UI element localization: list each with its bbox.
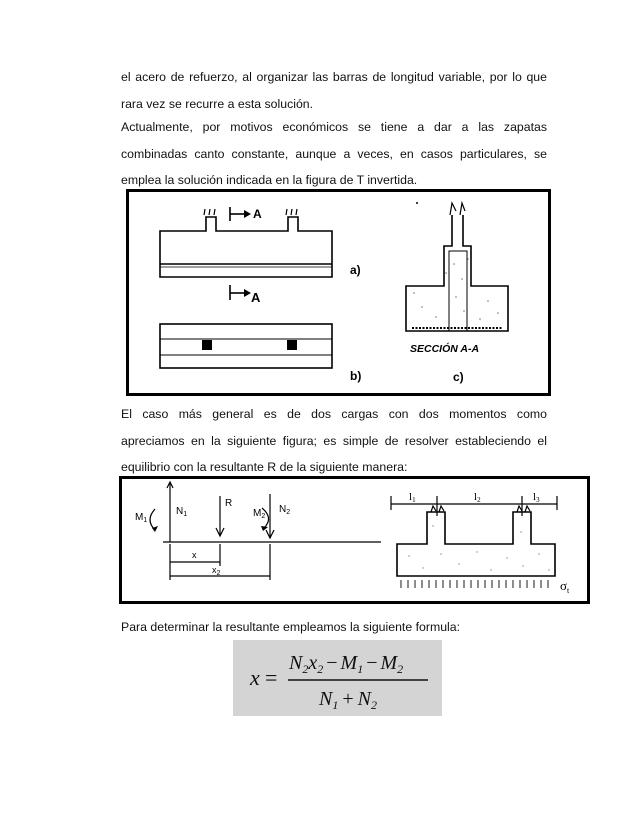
num-m1: M (340, 652, 358, 674)
figure-1-drawing (126, 189, 551, 396)
svg-text:M1 (135, 512, 147, 524)
paragraph-2 (121, 114, 547, 194)
num-m2-sub: 2 (397, 662, 404, 676)
figure-label-b: b) (350, 369, 362, 383)
paragraph-4 (121, 614, 547, 641)
label-n2: N (279, 504, 287, 515)
figure-2-drawing (119, 476, 590, 604)
figure-label-a: a) (350, 263, 361, 277)
label-n1-sub: 1 (183, 511, 188, 518)
concrete-texture (413, 258, 499, 320)
label-l3: l (533, 491, 537, 503)
figure-label-c: c) (453, 370, 464, 384)
text-line: Para determinar la resultante empleamos la siguiente formula: (121, 620, 461, 634)
svg-text:l1 (409, 491, 416, 504)
num-x: x (308, 652, 318, 674)
formula-lhs: x (250, 665, 260, 690)
label-sigma: σ (560, 578, 568, 593)
figure-two-loads-two-moments (119, 476, 590, 604)
svg-text:x2 (212, 565, 221, 577)
section-caption: SECCIÓN A-A (410, 343, 480, 355)
den-plus: + (342, 688, 354, 710)
label-l2-sub: 2 (477, 496, 481, 504)
svg-text:N1 (176, 506, 187, 518)
label-l1-sub: 1 (412, 496, 416, 504)
text-line: El caso más general es de dos cargas con dos momentos como (121, 407, 547, 421)
footing-elevation (160, 209, 332, 277)
section-arrow-top (230, 207, 262, 221)
svg-text:l3 (533, 491, 540, 504)
label-x2-sub: 2 (216, 570, 221, 577)
label-m2-sub: 2 (261, 513, 266, 520)
text-line: combinadas canto constante, aunque a veces, en casos particulares, se (121, 146, 547, 161)
section-arrow-bottom (230, 285, 261, 305)
svg-text:N1+N2 (318, 688, 377, 712)
formula-equals: = (265, 665, 278, 690)
soil-pressure-arrows (401, 580, 548, 588)
svg-text:N2 (279, 504, 290, 516)
svg-text:σt (560, 578, 570, 595)
footing-plan (160, 324, 332, 368)
figure-inverted-t-footing (126, 189, 551, 396)
footing-texture (408, 525, 549, 570)
figure-1-frame (128, 191, 550, 395)
section-label-a-bottom: A (251, 290, 261, 305)
text-line: emplea la solución indicada en la figura de T invertida. (121, 173, 418, 187)
text-line: rara vez se recurre a esta solución. (121, 96, 314, 111)
footing-diagram (391, 496, 557, 576)
num-minus-2: − (366, 652, 378, 674)
text-line: equilibrio con la resultante R de la siguiente manera: (121, 460, 408, 474)
label-n1: N (176, 506, 184, 517)
num-m2: M (380, 652, 398, 674)
paragraph-1 (121, 64, 547, 117)
formula-image (233, 640, 442, 716)
den-n1: N (319, 688, 333, 710)
den-n2-sub: 2 (370, 698, 377, 712)
text-line: apreciamos en la siguiente figura; es simple de resolver estableciendo el (121, 433, 547, 448)
section-label-a-top: A (253, 207, 262, 221)
svg-text:l2 (474, 491, 481, 504)
label-m1-sub: 1 (143, 517, 148, 524)
label-sigma-sub: t (567, 586, 570, 595)
load-diagram (150, 482, 381, 580)
paragraph-3 (121, 401, 547, 481)
label-x: x (192, 550, 197, 560)
column-square-2 (287, 340, 297, 350)
text-line: Actualmente, por motivos económicos se tiene a dar a las zapatas (121, 120, 547, 134)
column-square-1 (202, 340, 212, 350)
label-m1: M (135, 512, 144, 523)
label-l2: l (474, 491, 478, 503)
svg-text:N2x2−M1−M2 (288, 652, 403, 676)
label-x2: x (212, 565, 217, 575)
den-n1-sub: 1 (332, 698, 339, 712)
num-minus-1: − (326, 652, 338, 674)
num-m1-sub: 1 (357, 662, 364, 676)
formula (233, 640, 442, 716)
label-n2-sub: 2 (286, 509, 291, 516)
label-l3-sub: 3 (536, 496, 540, 504)
label-l1: l (409, 491, 413, 503)
figure-2-frame (121, 478, 589, 603)
label-m2: M (253, 508, 262, 519)
label-r: R (225, 498, 233, 509)
den-n2: N (357, 688, 371, 710)
inverted-t-section (406, 215, 508, 331)
num-n: N (289, 652, 303, 674)
num-x-sub: 2 (317, 662, 324, 676)
num-n-sub: 2 (302, 662, 309, 676)
text-line: el acero de refuerzo, al organizar las barras de longitud variable, por lo que (121, 70, 547, 84)
